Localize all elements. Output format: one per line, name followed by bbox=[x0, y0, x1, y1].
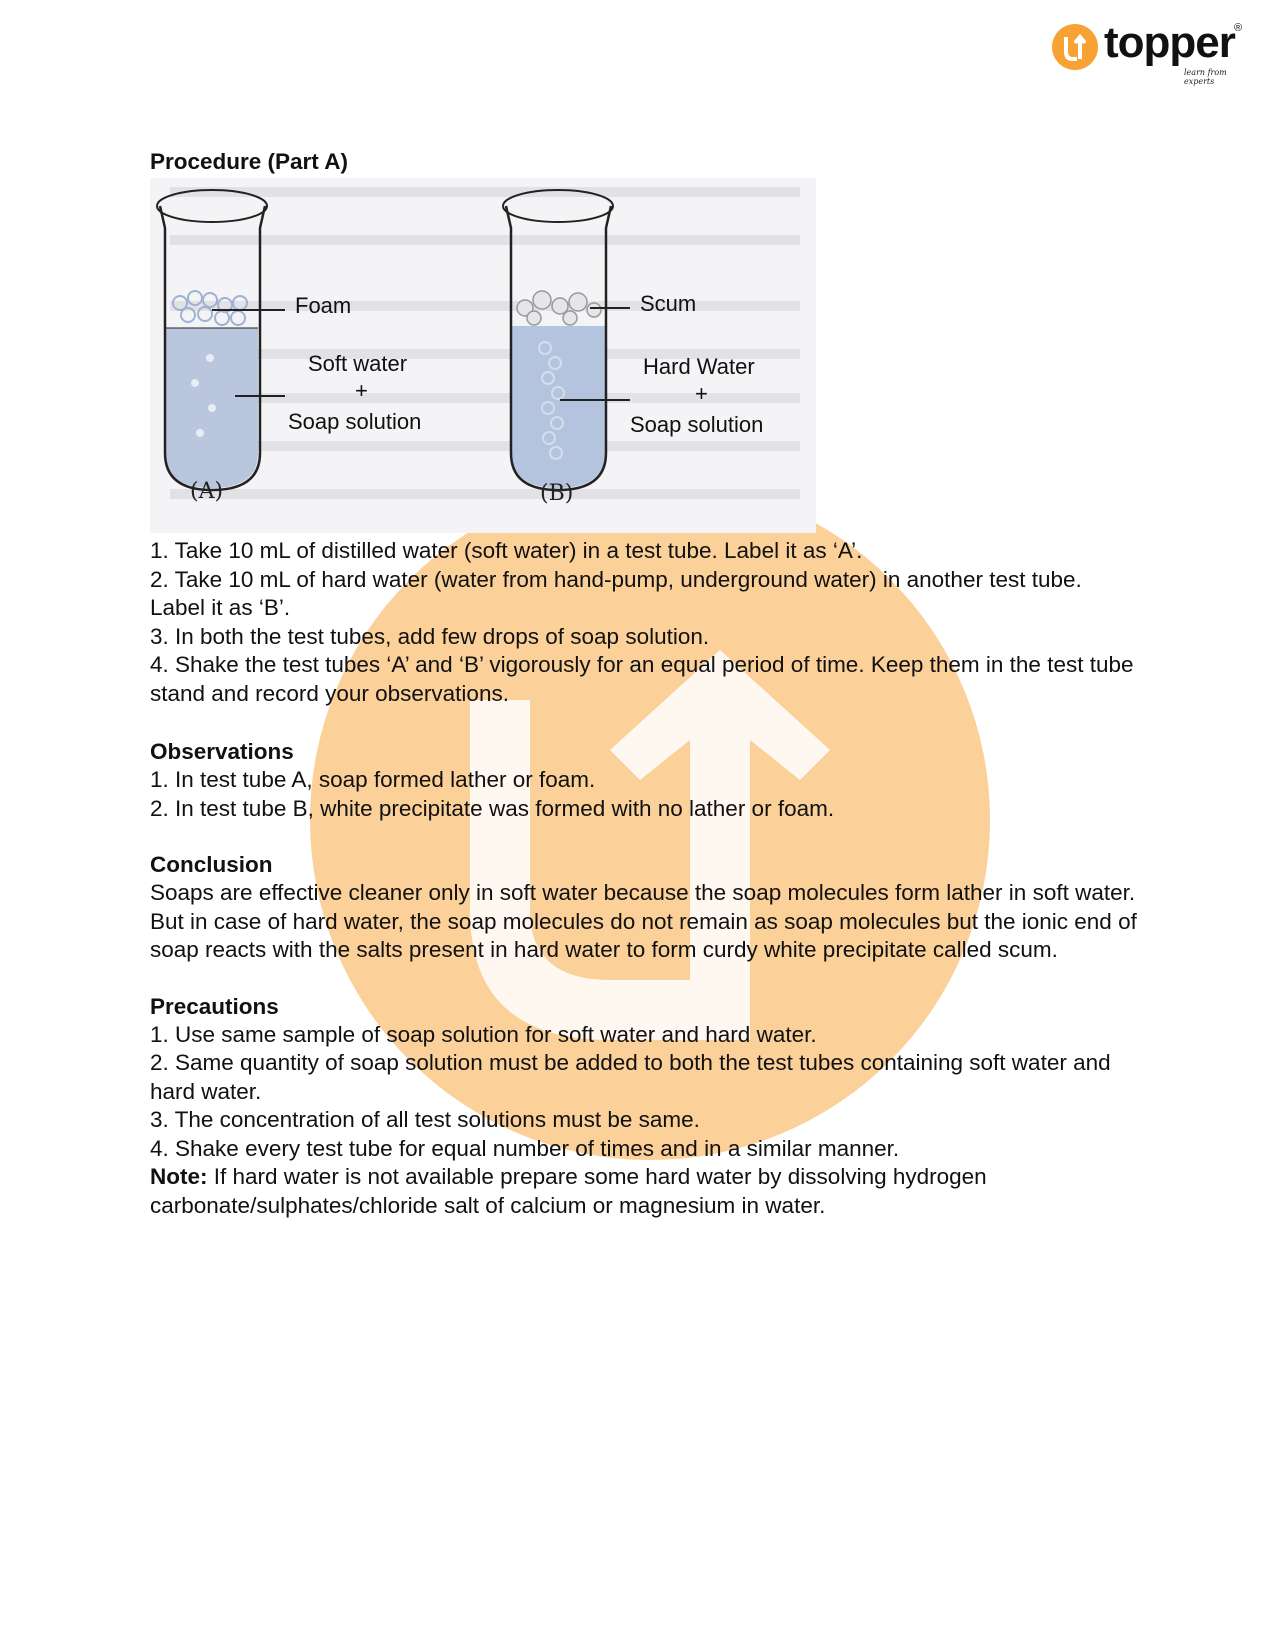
soap-solution-label-b: Soap solution bbox=[630, 412, 764, 437]
procedure-heading: Procedure (Part A) bbox=[150, 149, 348, 174]
caption-a: (A) bbox=[190, 479, 224, 504]
observation-item: 2. In test tube B, white precipitate was formed with no lather or foam. bbox=[150, 795, 835, 821]
document-body bbox=[150, 148, 1140, 1220]
logo-arrow-icon bbox=[1052, 24, 1098, 70]
procedure-step: 4. Shake the test tubes ‘A’ and ‘B’ vigorously for an equal period of time. Keep them in the test tube stand and record your observations. bbox=[150, 652, 1134, 706]
conclusion-text: Soaps are effective cleaner only in soft water because the soap molecules form lather in soft water. But in case of hard water, the soap molecules do not remain as soap molecules but the ionic end of soap reacts with the salts present in hard water to form curdy white precipitate called scum. bbox=[150, 880, 1137, 962]
note-paragraph bbox=[150, 1163, 1140, 1220]
observation-item: 1. In test tube A, soap formed lather or foam. bbox=[150, 767, 596, 792]
note-label: Note: bbox=[150, 1164, 208, 1189]
procedure-step: 3. In both the test tubes, add few drops of soap solution. bbox=[150, 623, 710, 649]
precaution-item: 3. The concentration of all test solutions must be same. bbox=[150, 1107, 700, 1132]
precaution-item: 4. Shake every test tube for equal number of times and in a similar manner. bbox=[150, 1135, 900, 1161]
caption-b: (B) bbox=[540, 481, 574, 506]
registered-mark: ® bbox=[1234, 22, 1243, 34]
brand-logo bbox=[1052, 18, 1252, 86]
scum-label: Scum bbox=[640, 291, 697, 316]
plus-label-b: + bbox=[695, 381, 708, 406]
observations-heading: Observations bbox=[150, 739, 294, 764]
soft-water-label: Soft water bbox=[308, 351, 408, 376]
procedure-step: 1. Take 10 mL of distilled water (soft water) in a test tube. Label it as ‘A’. bbox=[150, 538, 863, 563]
precaution-item: 1. Use same sample of soap solution for soft water and hard water. bbox=[150, 1021, 817, 1047]
precautions-heading: Precautions bbox=[150, 993, 279, 1019]
test-tube-figure bbox=[150, 178, 816, 533]
soap-solution-label-a: Soap solution bbox=[288, 409, 422, 434]
brand-name: topper bbox=[1104, 18, 1235, 67]
brand-tagline: learn from experts bbox=[1184, 68, 1227, 86]
procedure-step: 2. Take 10 mL of hard water (water from hand-pump, underground water) in another test tube. Label it as ‘B’. bbox=[150, 566, 1082, 620]
precaution-item: 2. Same quantity of soap solution must be added to both the test tubes containing soft water and hard water. bbox=[150, 1050, 1111, 1104]
note-text: If hard water is not available prepare some hard water by dissolving hydrogen carbonate/sulphates/chloride salt of calcium or magnesium in water. bbox=[150, 1164, 987, 1218]
plus-label-a: + bbox=[355, 378, 368, 403]
foam-label: Foam bbox=[295, 293, 352, 318]
conclusion-heading: Conclusion bbox=[150, 852, 273, 877]
hard-water-label: Hard Water bbox=[643, 354, 755, 379]
